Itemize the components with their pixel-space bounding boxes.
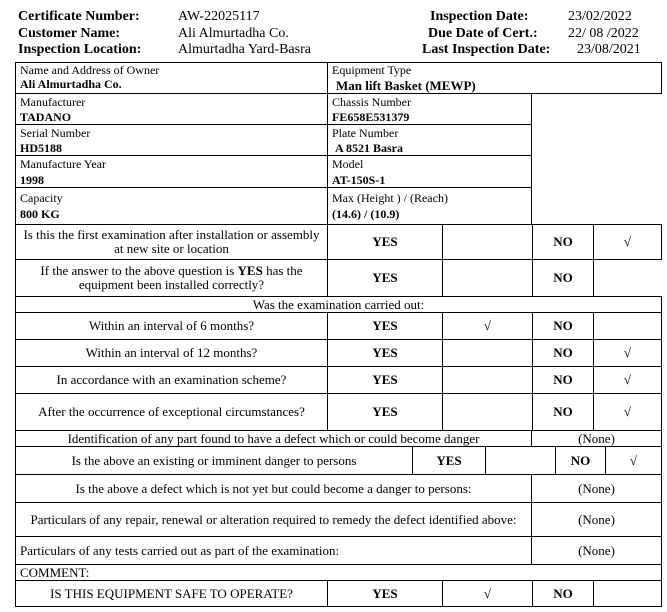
first-exam-yes-check bbox=[442, 224, 533, 260]
question-12-months: Within an interval of 12 months? bbox=[15, 339, 328, 367]
scheme-yes-check bbox=[442, 366, 533, 394]
safe-no: NO bbox=[532, 580, 594, 607]
question-first-examination: Is this the first examination after installation or assembly at new site or location bbox=[15, 224, 328, 260]
inspection-date-label: Inspection Date: bbox=[430, 9, 529, 24]
capacity-label: Capacity bbox=[20, 191, 63, 205]
cert-number-value: AW-22025117 bbox=[178, 9, 260, 24]
chassis-cell bbox=[327, 93, 532, 125]
danger-yes-check bbox=[485, 446, 556, 475]
first-exam-no: NO bbox=[532, 224, 594, 260]
first-exam-no-check: √ bbox=[593, 224, 662, 260]
customer-label: Customer Name: bbox=[18, 26, 120, 41]
q2-text-a: If the answer to the above question is bbox=[40, 263, 238, 278]
q2-text-yes: YES bbox=[237, 263, 263, 278]
location-label: Inspection Location: bbox=[18, 42, 142, 57]
chassis-value: FE658E531379 bbox=[332, 110, 410, 124]
installed-yes-check bbox=[442, 259, 533, 297]
exceptional-yes: YES bbox=[327, 393, 443, 431]
capacity-cell bbox=[15, 187, 328, 225]
year-label: Manufacture Year bbox=[20, 157, 106, 171]
due-date-label: Due Date of Cert.: bbox=[428, 26, 538, 41]
comment-row: COMMENT: bbox=[15, 564, 662, 581]
year-cell bbox=[15, 155, 328, 188]
12-months-yes-check bbox=[442, 339, 533, 367]
cert-number-label: Certificate Number: bbox=[18, 9, 140, 24]
max-reach-label: Max (Height ) / (Reach) bbox=[332, 191, 448, 205]
12-months-no: NO bbox=[532, 339, 594, 367]
installed-no: NO bbox=[532, 259, 594, 297]
serial-value: HD5188 bbox=[20, 141, 62, 155]
question-exceptional-circumstances: After the occurrence of exceptional circumstances? bbox=[15, 393, 328, 431]
12-months-yes: YES bbox=[327, 339, 443, 367]
serial-label: Serial Number bbox=[20, 126, 91, 140]
danger-no-check: √ bbox=[605, 446, 662, 475]
chassis-label: Chassis Number bbox=[332, 95, 411, 109]
owner-label: Name and Address of Owner bbox=[20, 63, 160, 77]
manufacturer-label: Manufacturer bbox=[20, 95, 86, 109]
last-inspection-value: 23/08/2021 bbox=[577, 42, 641, 57]
defect-identification-answer: (None) bbox=[531, 430, 662, 447]
question-defect-identification: Identification of any part found to have a defect which or could become danger bbox=[15, 430, 532, 447]
question-safe-to-operate: IS THIS EQUIPMENT SAFE TO OPERATE? bbox=[15, 580, 328, 607]
question-imminent-danger: Is the above an existing or imminent danger to persons bbox=[15, 446, 413, 475]
certificate-header bbox=[18, 6, 658, 60]
safe-yes: YES bbox=[327, 580, 443, 607]
equipment-type-cell bbox=[327, 62, 662, 94]
6-months-no: NO bbox=[532, 312, 594, 340]
manufacturer-value: TADANO bbox=[20, 110, 72, 124]
tests-particulars-answer: (None) bbox=[531, 536, 662, 565]
potential-defect-answer: (None) bbox=[531, 474, 662, 503]
manufacturer-cell bbox=[15, 93, 328, 125]
exceptional-no: NO bbox=[532, 393, 594, 431]
question-installed-correctly bbox=[15, 259, 328, 297]
model-label: Model bbox=[332, 157, 364, 171]
serial-cell bbox=[15, 124, 328, 156]
repair-particulars-answer: (None) bbox=[531, 502, 662, 537]
scheme-yes: YES bbox=[327, 366, 443, 394]
max-reach-cell bbox=[327, 187, 532, 225]
question-examination-scheme: In accordance with an examination scheme? bbox=[15, 366, 328, 394]
max-reach-value: (14.6) / (10.9) bbox=[332, 207, 400, 221]
scheme-no: NO bbox=[532, 366, 594, 394]
equipment-type-value: Man lift Basket (MEWP) bbox=[336, 78, 476, 93]
examination-carried-out-header: Was the examination carried out: bbox=[15, 296, 662, 313]
last-inspection-label: Last Inspection Date: bbox=[422, 42, 551, 57]
question-repair-particulars: Particulars of any repair, renewal or alteration required to remedy the defect identified above: bbox=[15, 502, 532, 537]
owner-value: Ali Almurtadha Co. bbox=[20, 77, 122, 91]
q2-text-c: has the equipment been installed correctly? bbox=[78, 263, 303, 292]
question-6-months: Within an interval of 6 months? bbox=[15, 312, 328, 340]
exceptional-yes-check bbox=[442, 393, 533, 431]
6-months-yes-check: √ bbox=[442, 312, 533, 340]
6-months-no-check bbox=[593, 312, 662, 340]
model-cell bbox=[327, 155, 532, 188]
safe-yes-check: √ bbox=[442, 580, 533, 607]
customer-value: Ali Almurtadha Co. bbox=[178, 26, 289, 41]
scheme-no-check: √ bbox=[593, 366, 662, 394]
safe-no-check bbox=[593, 580, 662, 607]
year-value: 1998 bbox=[20, 173, 44, 187]
first-exam-yes: YES bbox=[327, 224, 443, 260]
installed-yes: YES bbox=[327, 259, 443, 297]
owner-cell bbox=[15, 62, 328, 94]
question-potential-defect: Is the above a defect which is not yet but could become a danger to persons: bbox=[15, 474, 532, 503]
exceptional-no-check: √ bbox=[593, 393, 662, 431]
plate-label: Plate Number bbox=[332, 126, 399, 140]
model-value: AT-150S-1 bbox=[332, 173, 386, 187]
danger-yes: YES bbox=[412, 446, 486, 475]
plate-cell bbox=[327, 124, 532, 156]
6-months-yes: YES bbox=[327, 312, 443, 340]
due-date-value: 22/ 08 /2022 bbox=[568, 26, 639, 41]
location-value: Almurtadha Yard-Basra bbox=[178, 42, 311, 57]
question-tests-particulars: Particulars of any tests carried out as part of the examination: bbox=[15, 536, 532, 565]
danger-no: NO bbox=[555, 446, 606, 475]
capacity-value: 800 KG bbox=[20, 207, 60, 221]
inspection-sheet bbox=[15, 62, 662, 608]
inspection-date-value: 23/02/2022 bbox=[568, 9, 632, 24]
12-months-no-check: √ bbox=[593, 339, 662, 367]
plate-value: A 8521 Basra bbox=[335, 141, 404, 155]
equipment-type-label: Equipment Type bbox=[332, 63, 412, 77]
